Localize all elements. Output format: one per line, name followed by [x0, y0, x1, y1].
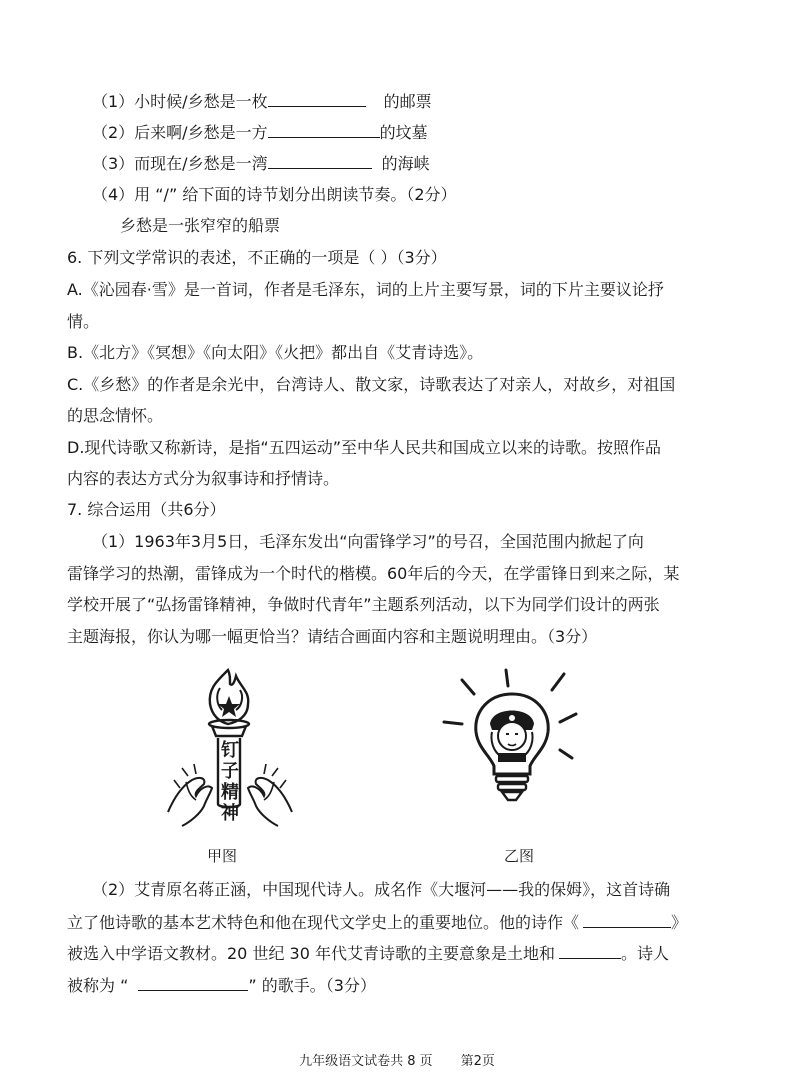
q6-option-c-cont: 的思念情怀。: [67, 406, 164, 425]
q5-sub3-suffix: 的海峡: [381, 154, 430, 173]
caption-figure-a: 甲图: [207, 847, 238, 865]
q5-sub1-suffix: 的邮票: [383, 92, 432, 111]
q5-sub1: [92, 90, 432, 113]
poster-char: 精: [221, 782, 239, 803]
q7-p2-line4-tail: ” 的歌手。（3分）: [248, 976, 376, 995]
poster-char: 神: [221, 803, 239, 824]
q5-sub2-prefix: （2）后来啊/乡愁是一方: [92, 123, 268, 142]
poem-line: 乡愁是一张窄窄的船票: [120, 216, 281, 235]
answer-blank[interactable]: [268, 90, 366, 107]
q6-option-a: A.《沁园春·雪》是一首词，作者是毛泽东，词的上片主要写景，词的下片主要议论抒: [67, 280, 664, 299]
answer-blank[interactable]: [268, 121, 380, 138]
q5-sub1-prefix: （1）小时候/乡愁是一枚: [92, 92, 268, 111]
poster-char: 钉: [221, 740, 239, 761]
q7-p2-line3-text: 被选入中学语文教材。20 世纪 30 年代艾青诗歌的主要意象是土地和: [67, 944, 555, 963]
q5-sub3: [92, 152, 430, 175]
q7-p1-line1: （1）1963年3月5日，毛泽东发出“向雷锋学习”的号召，全国范围内掀起了向: [92, 532, 644, 551]
answer-blank[interactable]: [268, 152, 372, 169]
q7-p2-line4: [67, 974, 376, 997]
q6-option-b: B.《北方》《冥想》《向太阳》《火把》都出自《艾青诗选》。: [67, 343, 484, 362]
q7-p2-line2: [67, 911, 687, 934]
q7-p2-line1: （2）艾青原名蒋正涵，中国现代诗人。成名作《大堰河——我的保姆》，这首诗确: [92, 880, 671, 899]
q7-p2-line4-text: 被称为 “: [67, 976, 129, 995]
q7-p1-line4: 主题海报，你认为哪一幅更恰当？请结合画面内容和主题说明理由。（3分）: [67, 627, 598, 646]
footer-page-number: 第2页: [460, 1054, 495, 1069]
q5-sub2-suffix: 的坟墓: [379, 123, 428, 142]
q7-p2-line3: [67, 942, 669, 965]
poster-text: [216, 740, 244, 824]
q7-p2-line2-close: 》: [671, 913, 688, 932]
q6-option-a-cont: 情。: [67, 312, 100, 331]
q6-stem: 6. 下列文学常识的表述，不正确的一项是（ ）（3分）: [67, 248, 447, 267]
q5-sub4: （4）用 “/” 给下面的诗节划分出朗读节奏。（2分）: [92, 185, 457, 204]
q5-sub2: [92, 121, 428, 144]
poster-char: 子: [221, 761, 239, 782]
answer-blank[interactable]: [138, 974, 248, 991]
q5-sub3-prefix: （3）而现在/乡愁是一湾: [92, 154, 268, 173]
q7-p2-line3-tail: 。诗人: [620, 944, 669, 963]
answer-blank[interactable]: [559, 942, 621, 959]
q7-stem: 7. 综合运用（共6分）: [67, 500, 226, 519]
page-footer: [0, 1050, 794, 1069]
q6-option-d: D.现代诗歌又称新诗，是指“五四运动”至中华人民共和国成立以来的诗歌。按照作品: [67, 438, 661, 457]
answer-blank[interactable]: [583, 911, 671, 928]
caption-figure-b: 乙图: [504, 847, 535, 865]
q7-p1-line2: 雷锋学习的热潮，雷锋成为一个时代的楷模。60年后的今天，在学雷锋日到来之际，某: [67, 564, 680, 583]
footer-total-pages: 九年级语文试卷共 8 页: [299, 1054, 433, 1069]
q7-p2-line2-text: 立了他诗歌的基本艺术特色和他在现代文学史上的重要地位。他的诗作《: [67, 913, 580, 932]
q6-option-d-cont: 内容的表达方式分为叙事诗和抒情诗。: [67, 469, 340, 488]
q6-option-c: C.《乡愁》的作者是余光中，台湾诗人、散文家，诗歌表达了对亲人，对故乡，对祖国: [67, 375, 676, 394]
q7-p1-line3: 学校开展了“弘扬雷锋精神，争做时代青年”主题系列活动，以下为同学们设计的两张: [67, 595, 660, 614]
poster-bulb-figure: [440, 666, 590, 816]
